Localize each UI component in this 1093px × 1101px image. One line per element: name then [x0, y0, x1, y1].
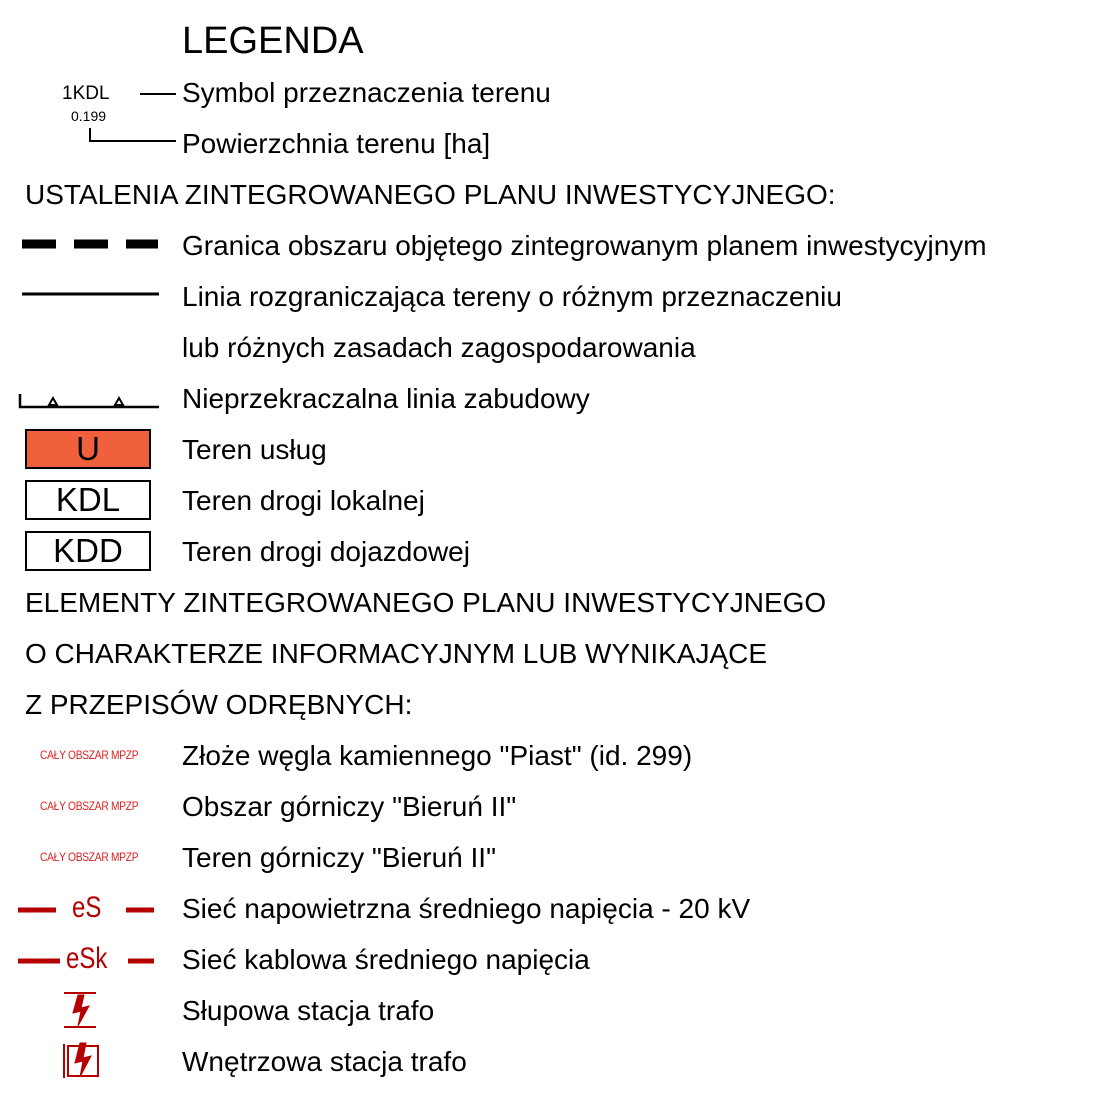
demarcation-line-symbol: [22, 288, 162, 300]
mining-area-label: Obszar górniczy "Bieruń II": [182, 791, 517, 822]
demarcation-line-label: Linia rozgraniczająca tereny o różnym przeznaczeniu: [182, 281, 842, 312]
mining-area-note: CAŁY OBSZAR MPZP: [40, 799, 139, 813]
legend-title: LEGENDA: [182, 20, 364, 62]
service-zone-code: U: [76, 430, 100, 467]
access-road-code: KDD: [53, 532, 123, 569]
overhead-line-label: Sieć napowietrzna średniego napięcia - 20 kV: [182, 893, 751, 924]
service-zone-label: Teren usług: [182, 434, 327, 465]
local-road-code: KDL: [55, 481, 121, 518]
building-line-symbol: [18, 390, 163, 412]
symbol-leader-lines: [0, 0, 200, 160]
section1-heading: USTALENIA ZINTEGROWANEGO PLANU INWESTYCYJNEGO:: [25, 179, 836, 210]
coal-deposit-label: Złoże węgla kamiennego "Piast" (id. 299): [182, 740, 693, 771]
coal-deposit-note: CAŁY OBSZAR MPZP: [40, 748, 139, 762]
plan-boundary-symbol: [22, 236, 162, 252]
symbol-area-label: Powierzchnia terenu [ha]: [182, 128, 491, 159]
symbol-area-example: 0.199: [71, 108, 107, 124]
section2-heading-line-1: ELEMENTY ZINTEGROWANEGO PLANU INWESTYCYJNEGO: [25, 587, 827, 618]
local-road-box: [25, 480, 151, 520]
mining-ground-label: Teren górniczy "Bieruń II": [182, 842, 497, 873]
symbol-code-example: 1KDL: [62, 83, 110, 104]
access-road-box: [25, 531, 151, 571]
pole-transformer-icon: [60, 990, 100, 1030]
section2-heading-line-2: O CHARAKTERZE INFORMACYJNYM LUB WYNIKAJĄCE: [25, 638, 768, 669]
local-road-label: Teren drogi lokalnej: [182, 485, 425, 516]
access-road-label: Teren drogi dojazdowej: [182, 536, 470, 567]
demarcation-line-label-2: lub różnych zasadach zagospodarowania: [182, 332, 696, 363]
cable-line-code: eSk: [66, 942, 108, 975]
overhead-line-code: eS: [72, 891, 102, 924]
building-line-label: Nieprzekraczalna linia zabudowy: [182, 383, 590, 414]
symbol-code-label: Symbol przeznaczenia terenu: [182, 77, 551, 108]
mining-ground-note: CAŁY OBSZAR MPZP: [40, 850, 139, 864]
cable-line-label: Sieć kablowa średniego napięcia: [182, 944, 590, 975]
section2-heading-line-3: Z PRZEPISÓW ODRĘBNYCH:: [25, 689, 413, 720]
indoor-transformer-icon: [62, 1040, 102, 1080]
service-zone-box: [25, 429, 151, 469]
plan-boundary-label: Granica obszaru objętego zintegrowanym planem inwestycyjnym: [182, 230, 987, 261]
pole-transformer-label: Słupowa stacja trafo: [182, 995, 435, 1026]
indoor-transformer-label: Wnętrzowa stacja trafo: [182, 1046, 467, 1077]
